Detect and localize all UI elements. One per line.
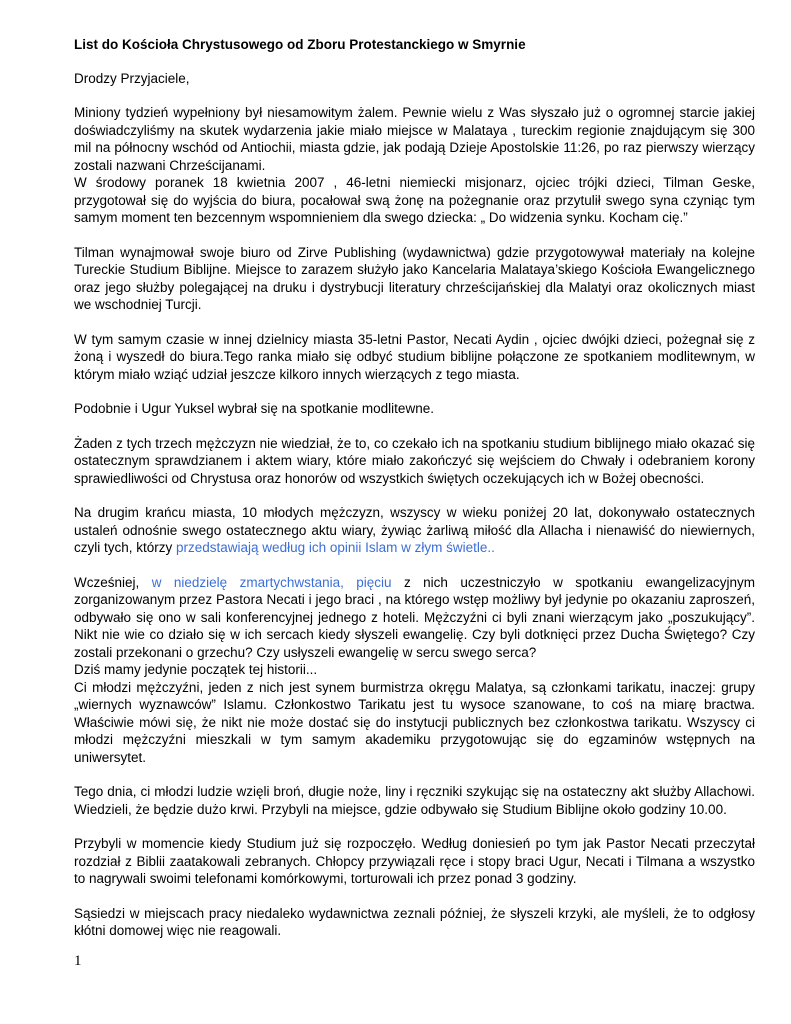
greeting: Drodzy Przyjaciele, xyxy=(74,70,190,86)
paragraph-6: Żaden z tych trzech mężczyzn nie wiedział, że to, co czekało ich na spotkaniu studium biblijnego miało okazać się ostatecznym sprawdzianem i aktem wiary, które miało zakończyć się wejściem do Chwały i odebraniem korony sprawiedliwości od Chrystusa oraz honorów od wszystkich świętych oczekujących ich w Bożej obecności. xyxy=(74,435,755,486)
paragraph-3: Tilman wynajmował swoje biuro od Zirve Publishing (wydawnictwa) gdzie przygotowywał materiały na kolejne Tureckie Studium Biblijne. Miejsce to zarazem służyło jako Kancelaria Malataya’skiego Kościoła Ewangelicznego oraz jego służby polegającej na druku i dystrybucji literatury chrześcijańskiej dla Malatyi oraz okolicznych miast we wschodniej Turcji. xyxy=(74,244,755,312)
document-title: List do Kościoła Chrystusowego od Zboru Protestanckiego w Smyrnie xyxy=(74,37,526,52)
paragraph-8-start: Wcześniej, xyxy=(74,574,152,590)
document-page xyxy=(74,36,755,957)
paragraph-2: W środowy poranek 18 kwietnia 2007 , 46-letni niemiecki misjonarz, ojciec trójki dzieci, Tilman Geske, przygotował się do wyjścia do biura, pocałował swą żonę na pożegnanie oraz przytulił swego syna czyniąc tym samym moment ten bezcennym wspomnieniem dla swego dziecka: „ Do widzenia synku. Kocham cię.” xyxy=(74,175,755,225)
highlighted-text-islam: przedstawiają według ich opinii Islam w złym świetle.. xyxy=(176,540,495,555)
paragraph-1: Miniony tydzień wypełniony był niesamowitym żalem. Pewnie wielu z Was słyszało już o ogromnej starcie jakiej doświadczyliśmy na skutek wydarzenia jakie miało miejsce w Malataya , tureckim regionie znajdującym się 300 mil na północny wschód od Antiochii, miasta gdzie, jak podają Dzieje Apostolskie 11:26, po raz pierwszy wierzący zostali nazwani Chrześcijanami. xyxy=(74,105,755,173)
paragraph-7-text: Na drugim krańcu miasta, 10 młodych mężczyzn, wszyscy w wieku poniżej 20 lat, dokonywało ostatecznych ustaleń odnośnie swego ostatecznego aktu wiary, żywiąc żarliwą miłość dla Allacha i nienawiść do niewiernych, czyli tych, którzy xyxy=(74,505,755,555)
paragraph-8 xyxy=(74,574,755,662)
paragraph-4: W tym samym czasie w innej dzielnicy miasta 35-letni Pastor, Necati Aydin , ojciec dwójki dzieci, pożegnał się z żoną i wyszedł do biura.Tego ranka miało się odbyć studium biblijne połączone ze spotkaniem modlitewnym, w którym miało wziąć udział jeszcze kilkoro innych wierzących z tego miasta. xyxy=(74,331,755,382)
highlighted-text-easter: w niedzielę zmartychwstania, pięciu xyxy=(151,574,392,590)
paragraph-13: Sąsiedzi w miejscach pracy niedaleko wydawnictwa zeznali później, że słyszeli krzyki, ale myśleli, że to odgłosy kłótni domowej więc nie reagowali. xyxy=(74,905,755,938)
paragraph-12: Przybyli w momencie kiedy Studium już się rozpoczęło. Według doniesień po tym jak Pastor Necati przeczytał rozdział z Biblii zaatakowali zebranych. Chłopcy przywiązali ręce i stopy braci Ugur, Necati i Tilmana a wszystko to nagrywali swoimi telefonami komórkowymi, torturowali ich przez ponad 3 godziny. xyxy=(74,836,755,886)
paragraph-9: Dziś mamy jedynie początek tej historii... xyxy=(74,662,318,677)
paragraph-5: Podobnie i Ugur Yuksel wybrał się na spotkanie modlitewne. xyxy=(74,401,434,416)
paragraph-7 xyxy=(74,504,755,557)
paragraph-11: Tego dnia, ci młodzi ludzie wzięli broń, długie noże, liny i ręczniki szykując się na ostateczny akt służby Allachowi. Wiedzieli, że będzie dużo krwi. Przybyli na miejsce, gdzie odbywało się Studium Biblijne około godziny 10.00. xyxy=(74,784,755,817)
paragraph-10: Ci młodzi mężczyźni, jeden z nich jest synem burmistrza okręgu Malatya, są członkami tarikatu, inaczej: grupy „wiernych wyznawców” Islamu. Członkostwo Tarikatu jest tu wysoce szanowane, to coś na miarę bractwa. Właściwie mówi się, że nikt nie może dostać się do instytucji publicznych bez członkostwa tarikatu. Wszyscy ci młodzi mężczyźni mieszkali w tym samym akademiku przygotowując się do egzaminów wstępnych na uniwersytet. xyxy=(74,679,755,765)
page-number: 1 xyxy=(74,953,82,969)
paragraph-8-rest: z nich uczestniczyło w spotkaniu ewangelizacyjnym zorganizowanym przez Pastora Necati i jego braci , na którego wstęp możliwy był jedynie po okazaniu zaproszeń, odbywało się ono w sali konferencyjnej jednego z hoteli. Mężczyźni ci byli znani wierzącym jako „poszukujący”. Nikt nie wie co działo się w ich sercach kiedy słyszeli ewangelię. Czy byli dotknięci przez Ducha Świętego? Czy zostali przekonani o grzechu? Czy usłyszeli ewangelię w sercu swego serca? xyxy=(74,574,755,660)
